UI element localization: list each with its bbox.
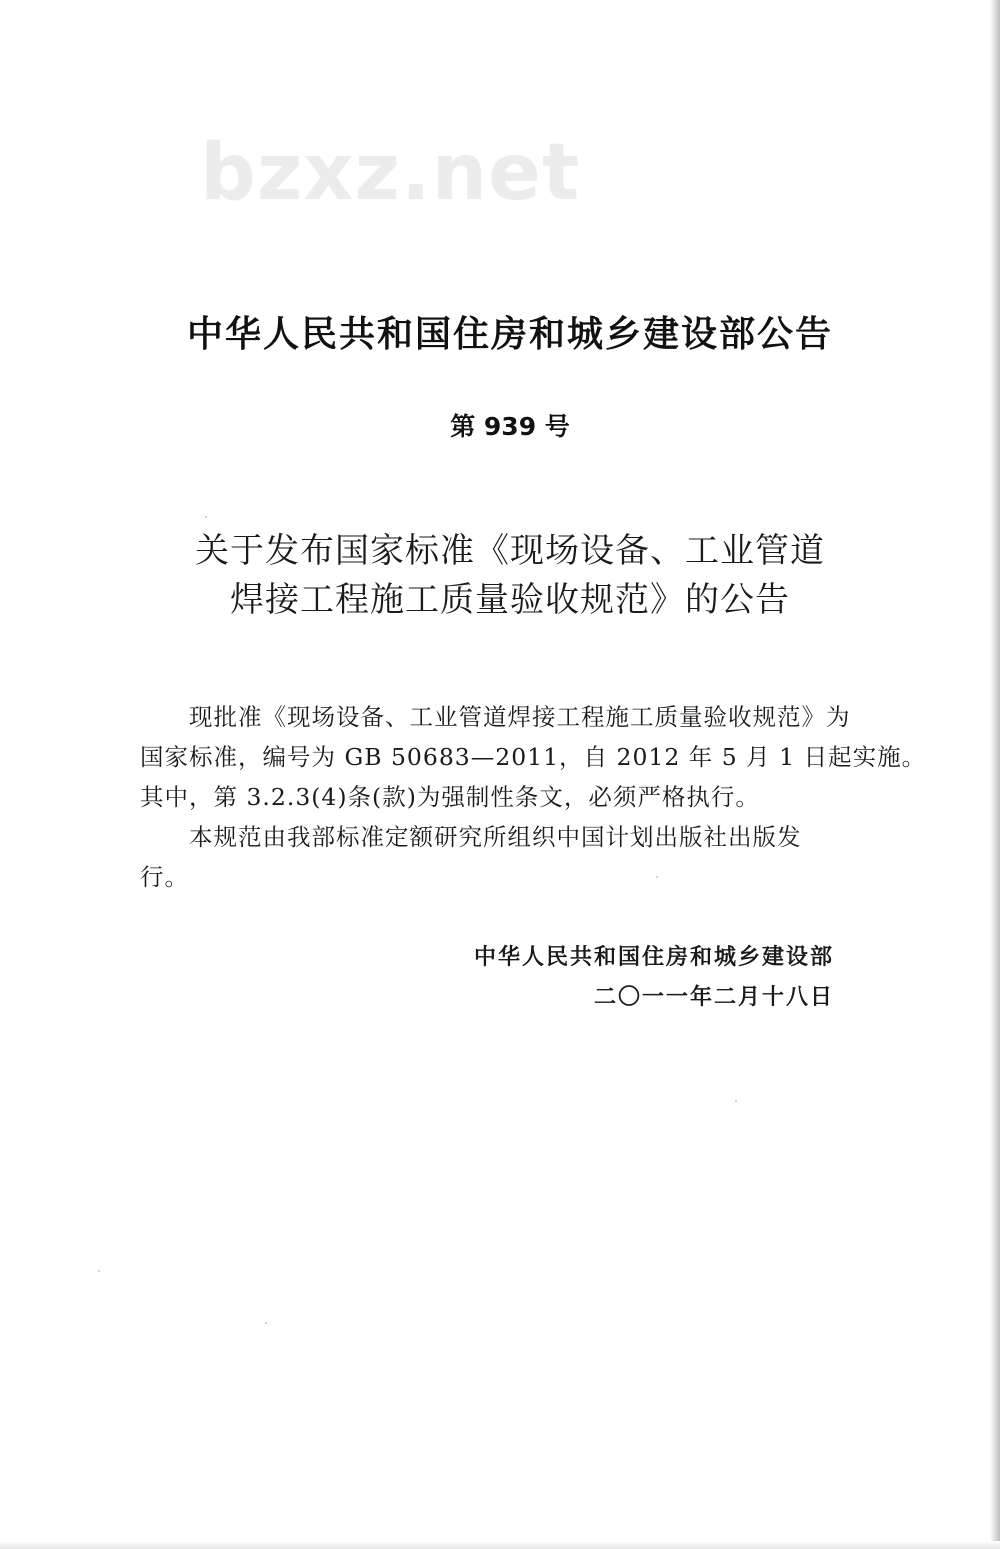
announcement-title: 中华人民共和国住房和城乡建设部公告 (186, 314, 833, 355)
body-line-3: 其中，第 3.2.3(4)条(款)为强制性条文，必须严格执行。 (140, 783, 760, 811)
subtitle-line-2: 焊接工程施工质量验收规范》的公告 (230, 580, 790, 620)
subtitle-line-1: 关于发布国家标准《现场设备、工业管道 (195, 531, 825, 571)
announcement-number: 第 939 号 (450, 412, 570, 441)
scan-speck (98, 1270, 100, 1272)
watermark: bzxz.net (200, 128, 581, 218)
scan-speck (656, 876, 658, 878)
issuer-signature: 中华人民共和国住房和城乡建设部 (473, 945, 834, 970)
scan-edge-bottom (0, 1541, 1000, 1549)
body-line-5: 行。 (140, 863, 189, 891)
issue-date: 二〇一一年二月十八日 (593, 985, 834, 1010)
scan-speck (205, 516, 207, 518)
scan-speck (265, 1322, 267, 1324)
scan-edge-right (990, 0, 1000, 1549)
scan-speck (735, 1100, 737, 1102)
body-line-2: 国家标准，编号为 GB 50683—2011，自 2012 年 5 月 1 日起实施。 (140, 743, 927, 771)
body-line-4: 本规范由我部标准定额研究所组织中国计划出版社出版发 (140, 823, 802, 851)
body-line-1: 现批准《现场设备、工业管道焊接工程施工质量验收规范》为 (140, 703, 851, 731)
